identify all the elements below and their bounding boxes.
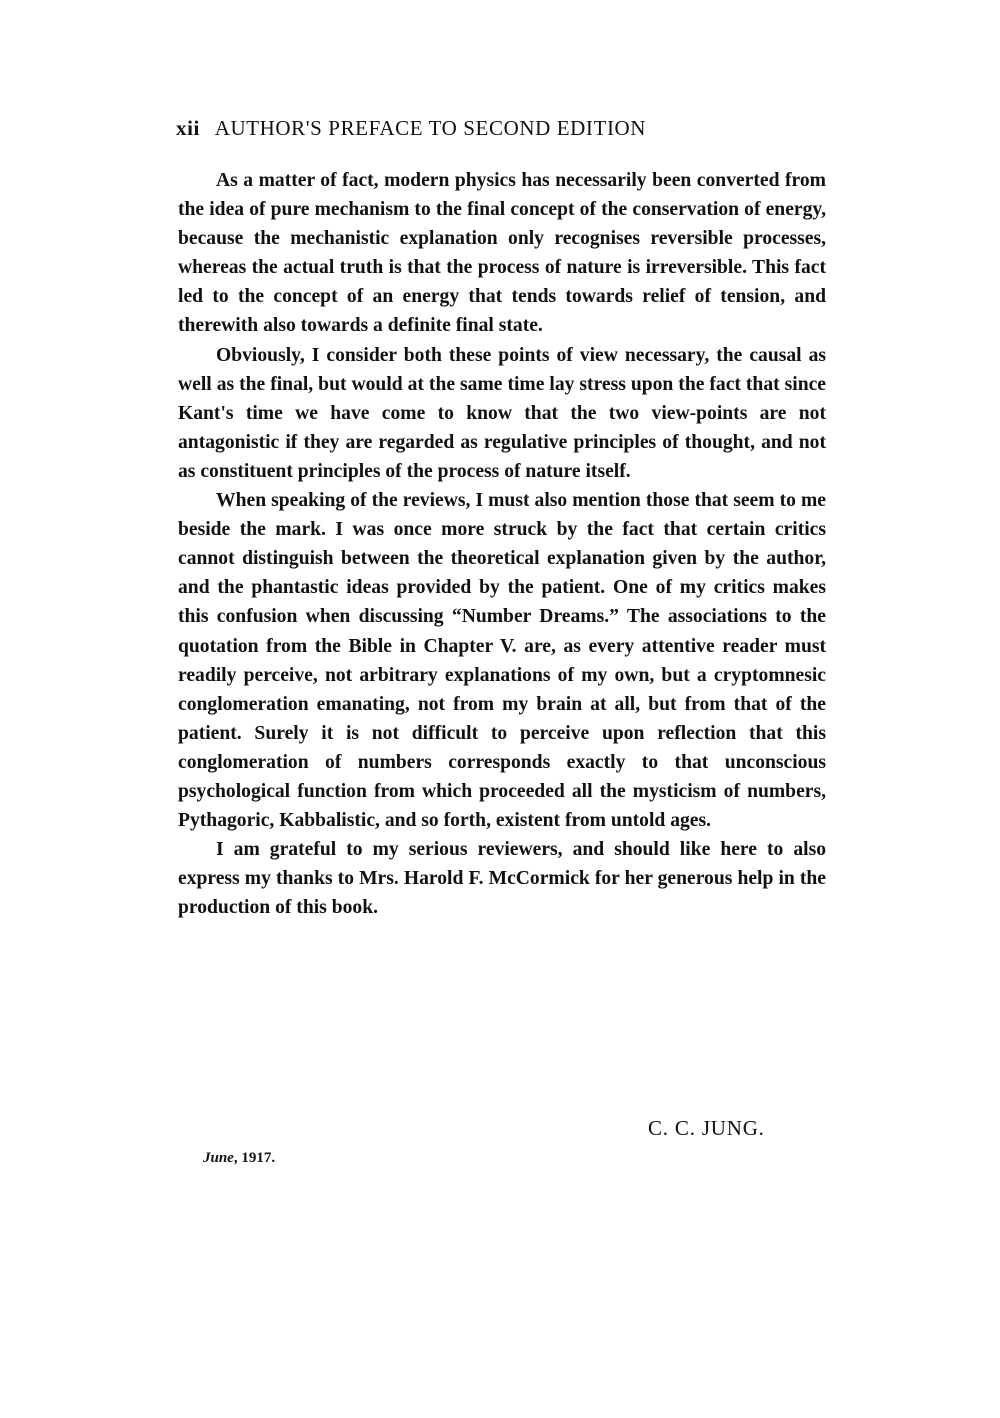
- paragraph-viewpoints: Obviously, I consider both these points of view necessary, the causal as well as the final, but would at the same time lay stress upon the fact that since Kant's time we have come to know that the two view-points are not antagonistic if they are regarded as regulative principles of thought, and not as constituent principles of the process of nature itself.: [178, 344, 826, 482]
- body-text: [178, 166, 826, 922]
- paragraph-thanks: I am grateful to my serious reviewers, and should like here to also express my thanks to Mrs. Harold F. McCormick for her generous help in the production of this book.: [178, 839, 826, 919]
- paragraph-physics: As a matter of fact, modern physics has necessarily been converted from the idea of pure mechanism to the final concept of the conservation of energy, because the mechanistic explanation only recognises reversible processes, whereas the actual truth is that the process of nature is irreversible. This fact led to the concept of an energy that tends towards relief of tension, and therewith also towards a definite final state.: [178, 170, 826, 337]
- dateline: [203, 1150, 275, 1167]
- page-number: xii: [176, 116, 200, 140]
- page-header: [176, 116, 836, 141]
- date-month: June: [203, 1150, 234, 1166]
- date-year: , 1917.: [233, 1150, 276, 1166]
- paragraph-reviews: When speaking of the reviews, I must also mention those that seem to me beside the mark. I was once more struck by the fact that certain critics cannot distinguish between the theoretical explanation given by the author, and the phantastic ideas provided by the patient. One of my critics makes this confusion when discussing “Number Dreams.” The associations to the quotation from the Bible in Chapter V. are, as every attentive reader must readily perceive, not arbitrary explanations of my own, but a cryptomnesic conglomeration emanating, not from my brain at all, but from that of the patient. Surely it is not difficult to perceive upon reflection that this conglomeration of numbers corresponds exactly to that unconscious psychological function from which proceeded all the mysticism of numbers, Pythagoric, Kabbalistic, and so forth, existent from untold ages.: [178, 490, 826, 832]
- author-signature: C. C. JUNG.: [648, 1116, 765, 1140]
- running-title: AUTHOR'S PREFACE TO SECOND EDITION: [214, 116, 647, 140]
